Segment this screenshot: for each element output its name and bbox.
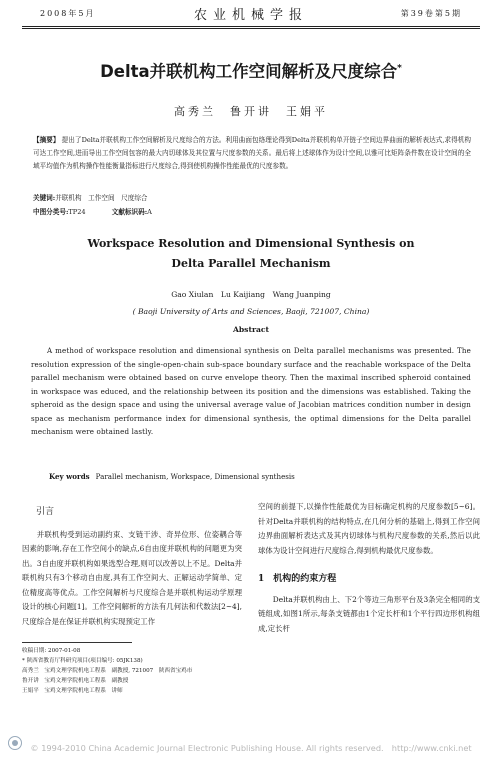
header-date: 2008年5月 — [40, 9, 96, 18]
authors-cn: 高秀兰 鲁开讲 王娟平 — [174, 105, 328, 118]
header-journal: 农业机械学报 — [193, 8, 308, 23]
section1-text: Delta并联机构由上、下2个等边三角形平台及3条完全相同的支链组成,如图1所示,每条支链都由1个定长杆和1个平行四边形机构组成,定长杆 — [258, 594, 480, 633]
abstract-label: 【摘要】 — [33, 136, 60, 144]
abstract-heading: Abstract — [232, 325, 270, 334]
keywords-en: Key words Parallel mechanism, Workspace, Dimensional synthesis — [49, 472, 295, 481]
english-title: Workspace Resolution and Dimensional Synthesis on Delta Parallel Mechanism — [87, 237, 415, 270]
footnote-rule — [22, 642, 132, 643]
abstract-cn — [33, 134, 471, 173]
right-text: 空间的前提下,以操作性能最优为目标确定机构的尺度参数[5~6]。针对Delta并联机构的结构特点,在几何分析的基础上,得到工作空间边界曲面解析表达式及其内切球体与机构尺度参数的关系,然后以此球体为设计空间进行尺度综合,得到机构最优尺度参数。 — [258, 502, 480, 555]
copyright-watermark: © 1994-2010 China Academic Journal Electronic Publishing House. All rights reserved. http://www.cnki.net — [30, 743, 472, 753]
abstract-en: A method of workspace resolution and dimensional synthesis on Delta parallel mechanisms was presented. The resolution expression of the single-open-chain sub-space boundary surface and the reachable workspace of the Delta parallel mechanism were obtained based on curve envelope theory. Then the maximal inscribed spheroid contained in workspace was educed, and the relationship between its position and the dimensions was established. Taking the spheroid as the design space and using the universal average value of Jacobian matrices condition number in design space as mechanism performance index for dimensional synthesis, the optimal dimensions for the Delta parallel mechanism were obtained lastly. — [31, 346, 471, 436]
paper-title: Delta并联机构工作空间解析及尺度综合* — [100, 62, 402, 81]
footnotes: 收稿日期: 2007-01-08 * 陕西省教育厅科研究项目(项目编号: 05JK138) 高秀兰 宝鸡文理学院机电工程系 副教授, 721007 陕西省宝鸡市 鲁开讲 宝鸡文理学院机电工程系 副教授 王娟平 宝鸡文理学院机电工程系 讲师 — [22, 648, 193, 694]
english-affiliation: ( Baoji University of Arts and Sciences, Baoji, 721007, China) — [132, 307, 370, 316]
english-authors: Gao Xiulan Lu Kaijiang Wang Juanping ( Baoji University of Arts and Sciences, Baoji, 721007, China) — [0, 288, 502, 319]
section1-heading: 1 机构的约束方程 — [258, 574, 337, 584]
header-rule — [22, 26, 480, 27]
intro-heading: 引言 — [36, 507, 55, 517]
left-column — [22, 505, 242, 629]
header-rule-2 — [22, 28, 480, 29]
header-volume: 第39卷第5期 — [400, 9, 462, 18]
right-column — [258, 500, 480, 636]
abstract-cn-text: 提出了Delta并联机构工作空间解析及尺度综合的方法。利用曲面包络理论得到Delta并联机构单开链子空间边界曲面的解析表达式,求得机构可达工作空间,进而导出工作空间包容的最大内切球体及其位置与尺度参数的关系。最后将上述球体作为设计空间,以雅可比矩阵条件数在设计空间的全域平均值作为机构操作性能衡量指标进行尺度综合,得到使机构操作性能最优的尺度参数。 — [33, 136, 471, 170]
keywords-cn: 关键词:并联机构 工作空间 尺度综合 — [33, 194, 148, 202]
intro-text: 并联机构受到运动副约束、支链干涉、奇异位形、位姿耦合等因素的影响,存在工作空间小的缺点,6自由度并联机构的问题更为突出。3自由度并联机构如果选型合理,则可以改善以上不足。Delta并联机构只有3个移动自由度,具有工作空间大、正解运动学简单、定位精度高等优点。工作空间解析与尺度综合是并联机构运动学原理设计的核心问题[1]。工作空间解析的方法有几何法和代数法[2~4],尺度综合是在保证并联机构实现预定工作 — [22, 529, 242, 626]
classification: 中图分类号:TP24 文献标识码:A — [33, 208, 152, 216]
title-mark: * — [397, 63, 402, 74]
